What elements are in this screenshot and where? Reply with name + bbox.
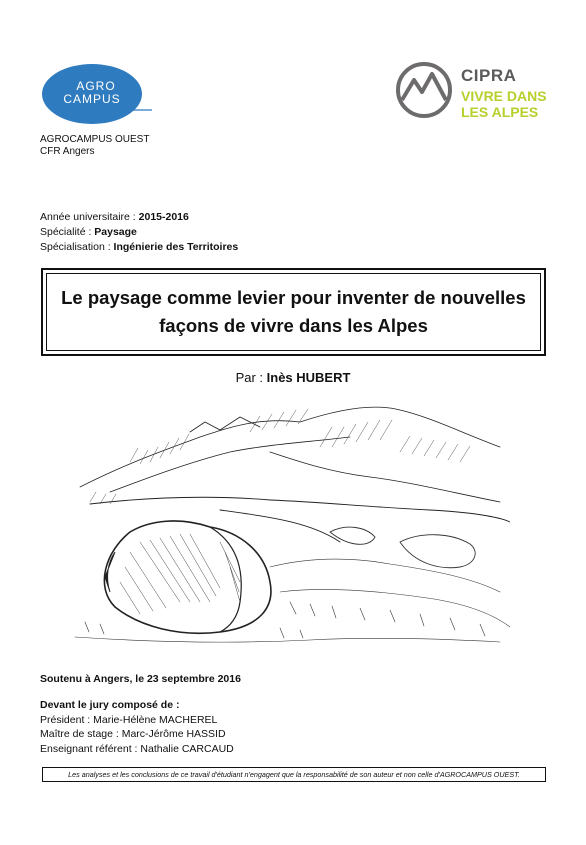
specialisation-value: Ingénierie des Territoires xyxy=(113,241,239,253)
valley-lines xyxy=(90,497,510,542)
speciality-label: Spécialité : xyxy=(40,226,95,238)
academic-year xyxy=(40,210,238,225)
academic-year-label: Année universitaire : xyxy=(40,211,139,223)
cipra-name: CIPRA xyxy=(461,66,517,85)
mountain-ridges xyxy=(80,407,500,502)
agrocampus-logo-line3: OUEST xyxy=(101,114,119,120)
agrocampus-logo-line1: AGRO xyxy=(76,79,116,93)
jury-block xyxy=(40,698,234,756)
author-line xyxy=(0,370,586,385)
academic-info xyxy=(40,210,238,255)
slope-hatching xyxy=(90,409,470,504)
title-frame xyxy=(41,268,546,356)
cipra-tagline-line2: LES ALPES xyxy=(461,104,539,120)
document-title: Le paysage comme levier pour inventer de nouvelles façons de vivre dans les Alpes xyxy=(61,287,526,336)
foreground-rocks xyxy=(75,527,510,642)
boulder xyxy=(104,521,271,633)
disclaimer-box: Les analyses et les conclusions de ce travail d'étudiant n'engagent que la responsabilité de son auteur et non celle d'AGROCAMPUS OUEST. xyxy=(42,767,546,782)
cipra-tagline xyxy=(461,88,547,120)
academic-year-value: 2015-2016 xyxy=(138,211,189,223)
speciality-value: Paysage xyxy=(94,226,137,238)
defense-date: Soutenu à Angers, le 23 septembre 2016 xyxy=(40,673,241,685)
specialisation xyxy=(40,240,238,255)
agrocampus-logo xyxy=(40,60,160,128)
agrocampus-logo-line2: CAMPUS xyxy=(63,92,121,106)
author-name: Inès HUBERT xyxy=(266,370,351,385)
cipra-tagline-line1: VIVRE DANS xyxy=(461,88,547,104)
institution-name: AGROCAMPUS OUEST xyxy=(40,134,150,145)
institution-block xyxy=(40,134,149,158)
author-prefix: Par : xyxy=(235,370,267,385)
jury-president: Président : Marie-Hélène MACHEREL xyxy=(40,713,218,726)
landscape-sketch xyxy=(70,392,510,662)
jury-supervisor: Maître de stage : Marc-Jérôme HASSID xyxy=(40,728,226,740)
specialisation-label: Spécialisation : xyxy=(40,241,114,253)
jury-teacher: Enseignant référent : Nathalie CARCAUD xyxy=(40,742,234,755)
mountain-icon xyxy=(402,74,446,100)
jury-heading: Devant le jury composé de : xyxy=(40,699,180,711)
institution-center: CFR Angers xyxy=(40,146,95,157)
speciality xyxy=(40,225,238,240)
